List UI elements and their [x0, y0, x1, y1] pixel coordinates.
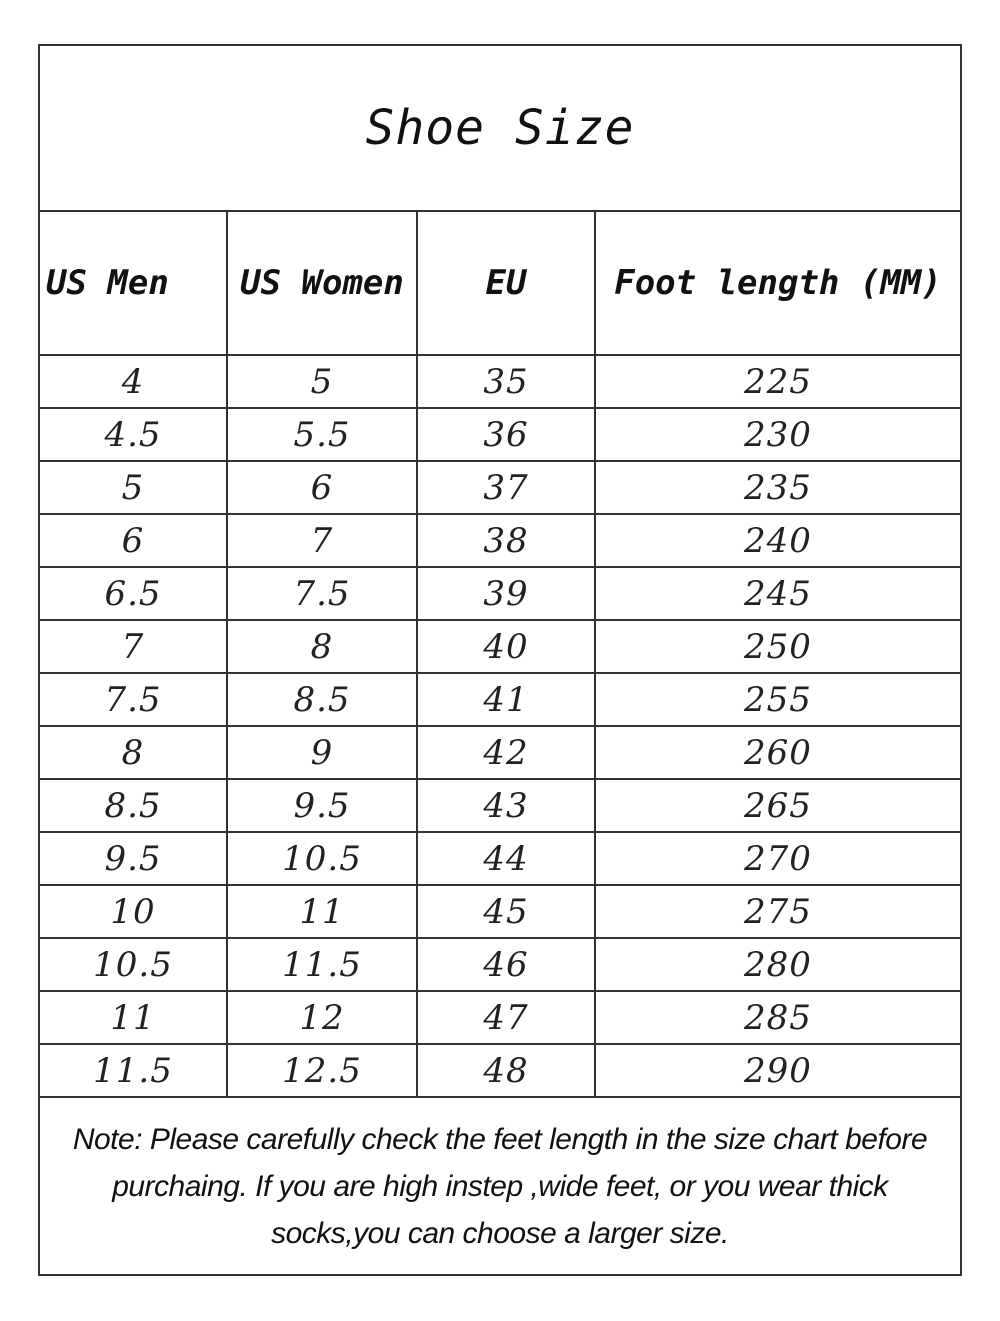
- note-section: [40, 1098, 960, 1274]
- header-foot-length: Foot length (MM): [595, 212, 960, 355]
- cell-foot-length: 245: [595, 567, 960, 620]
- cell-eu: 44: [417, 832, 595, 885]
- cell-foot-length: 230: [595, 408, 960, 461]
- cell-us-women: 7.5: [227, 567, 417, 620]
- cell-foot-length: 255: [595, 673, 960, 726]
- cell-foot-length: 290: [595, 1044, 960, 1097]
- cell-us-men: 8: [40, 726, 227, 779]
- table-row: [40, 461, 960, 514]
- cell-foot-length: 270: [595, 832, 960, 885]
- table-row: [40, 355, 960, 408]
- cell-us-women: 6: [227, 461, 417, 514]
- cell-us-men: 6: [40, 514, 227, 567]
- cell-us-men: 5: [40, 461, 227, 514]
- cell-eu: 45: [417, 885, 595, 938]
- note-text: Note: Please carefully check the feet length in the size chart before purchaing. If you are high instep ,wide feet, or you wear thick socks,you can choose a larger size.: [72, 1122, 928, 1250]
- cell-us-men: 11: [40, 991, 227, 1044]
- table-row: [40, 832, 960, 885]
- cell-foot-length: 225: [595, 355, 960, 408]
- cell-foot-length: 260: [595, 726, 960, 779]
- cell-foot-length: 285: [595, 991, 960, 1044]
- cell-us-women: 8.5: [227, 673, 417, 726]
- cell-foot-length: 235: [595, 461, 960, 514]
- cell-us-men: 8.5: [40, 779, 227, 832]
- cell-eu: 43: [417, 779, 595, 832]
- cell-us-women: 5.5: [227, 408, 417, 461]
- header-eu: EU: [417, 212, 595, 355]
- cell-foot-length: 250: [595, 620, 960, 673]
- cell-eu: 47: [417, 991, 595, 1044]
- table-row: [40, 726, 960, 779]
- cell-eu: 46: [417, 938, 595, 991]
- table-row: [40, 779, 960, 832]
- title-row: [40, 46, 960, 212]
- header-us-women: US Women: [227, 212, 417, 355]
- cell-us-women: 9.5: [227, 779, 417, 832]
- cell-eu: 36: [417, 408, 595, 461]
- cell-us-men: 10: [40, 885, 227, 938]
- cell-eu: 37: [417, 461, 595, 514]
- cell-eu: 35: [417, 355, 595, 408]
- cell-us-men: 11.5: [40, 1044, 227, 1097]
- cell-us-men: 7: [40, 620, 227, 673]
- table-row: [40, 620, 960, 673]
- table-row: [40, 673, 960, 726]
- cell-us-men: 4.5: [40, 408, 227, 461]
- table-row: [40, 514, 960, 567]
- cell-foot-length: 280: [595, 938, 960, 991]
- cell-us-women: 5: [227, 355, 417, 408]
- cell-us-women: 7: [227, 514, 417, 567]
- cell-eu: 41: [417, 673, 595, 726]
- table-body: [40, 355, 960, 1097]
- cell-us-men: 10.5: [40, 938, 227, 991]
- cell-us-men: 7.5: [40, 673, 227, 726]
- cell-us-women: 12: [227, 991, 417, 1044]
- cell-us-women: 10.5: [227, 832, 417, 885]
- cell-eu: 39: [417, 567, 595, 620]
- header-row: [40, 212, 960, 355]
- cell-eu: 40: [417, 620, 595, 673]
- cell-foot-length: 275: [595, 885, 960, 938]
- cell-eu: 42: [417, 726, 595, 779]
- table-row: [40, 885, 960, 938]
- size-chart: [38, 44, 962, 1276]
- cell-eu: 48: [417, 1044, 595, 1097]
- cell-foot-length: 240: [595, 514, 960, 567]
- size-table: [40, 212, 960, 1098]
- cell-us-men: 4: [40, 355, 227, 408]
- table-row: [40, 567, 960, 620]
- header-us-men: US Men: [40, 212, 227, 355]
- cell-us-men: 6.5: [40, 567, 227, 620]
- cell-us-women: 12.5: [227, 1044, 417, 1097]
- cell-us-women: 8: [227, 620, 417, 673]
- table-row: [40, 1044, 960, 1097]
- table-row: [40, 991, 960, 1044]
- cell-us-women: 11.5: [227, 938, 417, 991]
- cell-us-women: 9: [227, 726, 417, 779]
- chart-title: Shoe Size: [365, 100, 635, 156]
- cell-us-women: 11: [227, 885, 417, 938]
- table-row: [40, 408, 960, 461]
- cell-eu: 38: [417, 514, 595, 567]
- table-row: [40, 938, 960, 991]
- cell-foot-length: 265: [595, 779, 960, 832]
- cell-us-men: 9.5: [40, 832, 227, 885]
